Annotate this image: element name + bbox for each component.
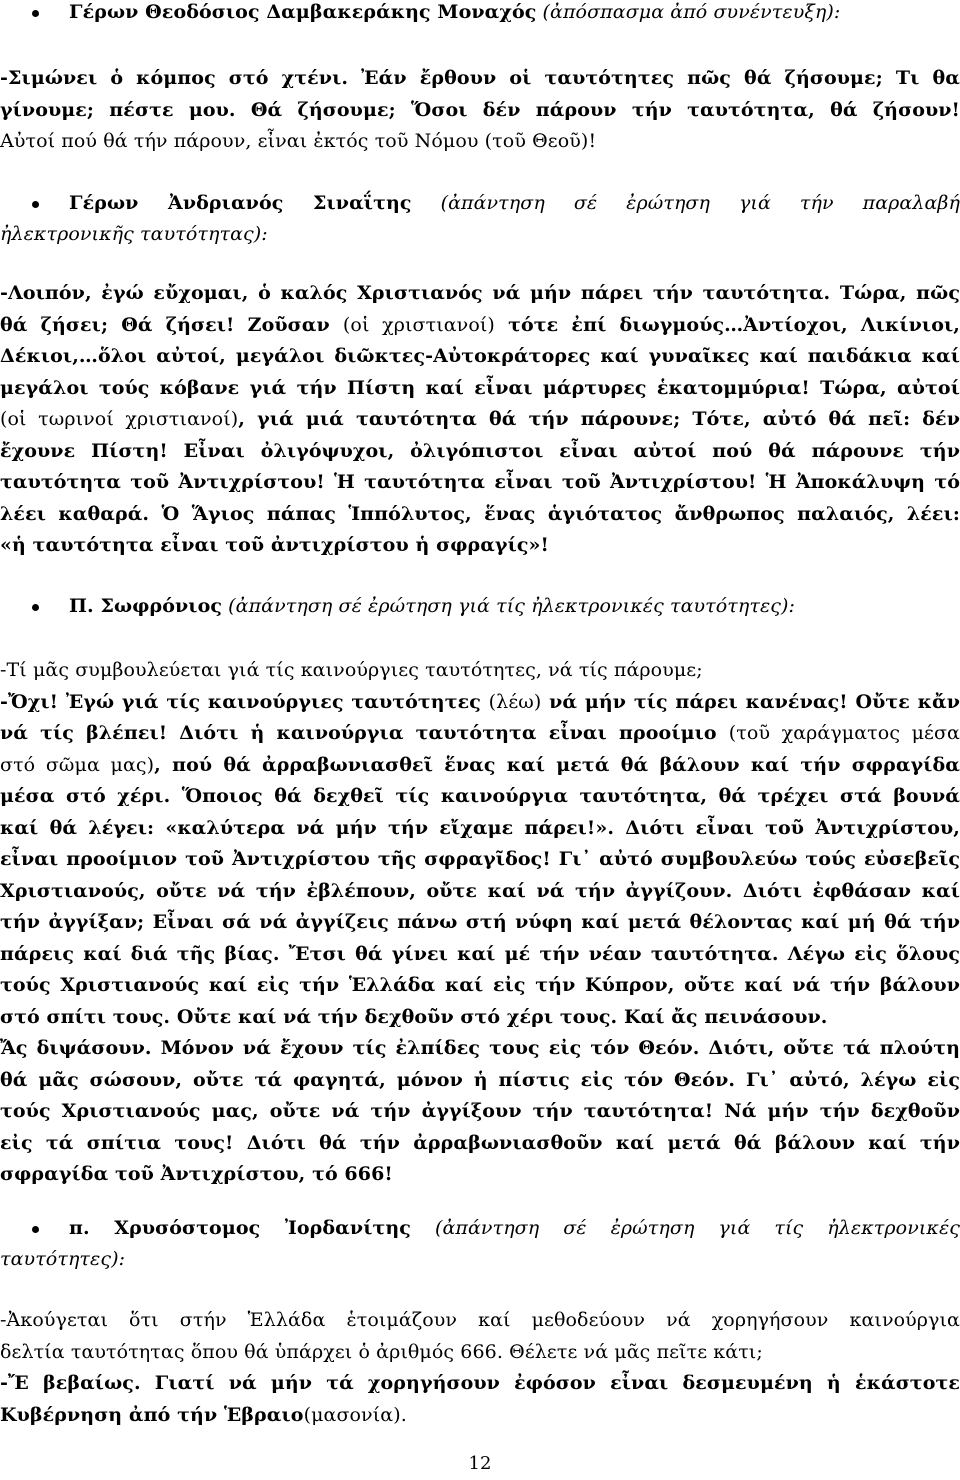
text-line: τούς Χριστιανούς μας, οὔτε νά τήν ἀγγίξουν τήν ταυτότητα! Νά μήν τήν δεχθοῦν (0, 1100, 960, 1122)
text-line: ταυτότητα τοῦ Ἀντιχρίστου! Ἡ ταυτότητα εἶναι τοῦ Ἀντιχρίστου! Ἡ Ἀποκάλυψη τό (0, 471, 960, 493)
speaker-heading-andrianos (0, 188, 960, 220)
text-line: μεγάλοι τούς κόβανε γιά τήν Πίστη καί εἶναι μάρτυρες ἑκατομμύρια! Τώρα, αὐτοί (0, 376, 960, 399)
speaker-name: π. Χρυσόστομος Ἰορδανίτης (69, 1217, 411, 1239)
text-line: γίνουμε; πέστε μου. Θά ζήσουμε; Ὅσοι δέν πάρουν τήν ταυτότητα, θά ζήσουν! (0, 98, 960, 121)
text-line: στό σῶμα μας), πού θά ἀρραβωνιασθεῖ ἕνας καί μετά θά βάλουν καί τήν σφραγίδα (0, 753, 960, 776)
paragraph-theodosios (0, 63, 960, 158)
speaker-context: (ἀπάντηση σέ ἐρώτηση γιά τίς ἠλεκτρονικές (434, 1217, 960, 1239)
question-line: -Τί μᾶς συμβουλεύεται γιά τίς καινούργιες ταυτότητες, νά τίς πάρουμε; (0, 659, 703, 681)
speaker-context: ταυτότητες): (0, 1248, 126, 1270)
text-line: «ἡ ταυτότητα εἶναι τοῦ ἀντιχρίστου ἡ σφραγίς»! (0, 534, 549, 556)
paragraph-sofronios (0, 655, 960, 1191)
text-line: Δέκιοι,…ὅλοι αὐτοί, μεγάλοι διῶκτες-Αὐτοκράτορες καί γυναῖκες καί παιδάκια καί (0, 345, 960, 367)
bullet-icon (32, 1226, 39, 1233)
text-line: τήν ἀγγίξαν; Εἶναι σά νά ἀγγίζεις πάνω στή νύφη καί μετά θέλοντας καί μή θά τήν (0, 911, 960, 933)
paragraph-andrianos (0, 278, 960, 562)
speaker-name: Γέρων Ἀνδριανός Σιναΐτης (69, 192, 412, 214)
paragraph-chrysostomos (0, 1305, 960, 1431)
text-line: πάρεις καί διά τῆς βίας. Ἔτσι θά γίνει καί μέ τήν νέαν ταυτότητα. Λέγω εἰς ὅλους (0, 942, 960, 965)
speaker-context: (ἀπόσπασμα ἀπό συνέντευξη): (542, 1, 841, 23)
text-line: εἶναι προοίμιον τοῦ Ἀντιχρίστου τῆς σφραγῖδος! Γι᾽ αὐτό συμβουλεύω τούς εὐσεβεῖς (0, 848, 960, 870)
text-line: θά ζήσει; Θά ζήσει! Ζοῦσαν (οἱ χριστιανοί) τότε ἐπί διωγμούς…Ἀντίοχοι, Λικίνιοι, (0, 313, 960, 336)
speaker-heading-theodosios (0, 0, 960, 29)
text-line: Αὐτοί πού θά τήν πάρουν, εἶναι ἐκτός τοῦ Νόμου (τοῦ Θεοῦ)! (0, 130, 597, 152)
text-line: μέσα στό χέρι. Ὅποιος θά δεχθεῖ τίς καινούργια ταυτότητα, θά τρέχει στά βουνά (0, 785, 960, 807)
text-line: σφραγίδα τοῦ Ἀντιχρίστου, τό 666! (0, 1163, 393, 1185)
speaker-context-cont (0, 219, 960, 251)
text-line: λέει καθαρά. Ὁ Ἅγιος πάπας Ἱππόλυτος, ἕνας ἁγιότατος ἄνθρωπος παλαιός, λέει: (0, 502, 960, 525)
text-line: Κυβέρνηση ἀπό τήν Ἑβραιο(μασονία). (0, 1403, 407, 1426)
page-number: 12 (468, 1453, 492, 1474)
speaker-context: (ἀπάντηση σέ ἐρώτηση γιά τίς ἠλεκτρονικές ταυτότητες): (228, 595, 796, 617)
speaker-name: Γέρων Θεοδόσιος Δαμβακεράκης Μοναχός (69, 1, 537, 23)
text-line: τούς Χριστιανούς καί εἰς τήν Ἑλλάδα καί εἰς τήν Κύπρον, οὔτε καί νά τήν βάλουν (0, 974, 960, 996)
speaker-context: (ἀπάντηση σέ ἐρώτηση γιά τήν παραλαβή (440, 192, 960, 214)
question-line: -Ἀκούγεται ὅτι στήν Ἑλλάδα ἑτοιμάζουν καί μεθοδεύουν νά χορηγήσουν καινούργια (0, 1309, 960, 1331)
text-line: -Ὄχι! Ἐγώ γιά τίς καινούργιες ταυτότητες (λέω) νά μήν τίς πάρει κανένας! Οὔτε κἄν (0, 690, 960, 713)
speaker-heading-chrysostomos (0, 1213, 960, 1245)
speaker-name: Π. Σωφρόνιος (69, 595, 223, 617)
text-line: Ἄς διψάσουν. Μόνον νά ἔχουν τίς ἐλπίδες τους εἰς τόν Θεόν. Διότι, οὔτε τά πλούτη (0, 1037, 960, 1059)
text-line: νά τίς βλέπει! Διότι ἡ καινούργια ταυτότητα εἶναι προοίμιο (τοῦ χαράγματος μέσα (0, 722, 960, 744)
text-line: -Λοιπόν, ἐγώ εὔχομαι, ὁ καλός Χριστιανός νά μήν πάρει τήν ταυτότητα. Τώρα, πῶς (0, 282, 960, 304)
bullet-icon (32, 604, 39, 611)
text-line: Χριστιανούς, οὔτε νά τήν ἐβλέπουν, οὔτε καί νά τήν ἀγγίζουν. Διότι ἐφθάσαν καί (0, 879, 960, 902)
text-line: (οἱ τωρινοί χριστιανοί), γιά μιά ταυτότητα θά τήν πάρουνε; Τότε, αὐτό θά πεῖ: δέν (0, 408, 960, 430)
bullet-icon (32, 10, 39, 17)
text-line: εἰς τά σπίτια τους! Διότι θά τήν ἀρραβωνιασθοῦν καί μετά θά βάλουν καί τήν (0, 1131, 960, 1154)
text-line: -Σιμώνει ὁ κόμπος στό χτένι. Ἐάν ἔρθουν οἱ ταυτότητες πῶς θά ζήσουμε; Τι θα (0, 67, 960, 89)
text-line: στό σπίτι τους. Οὔτε καί νά τήν δεχθοῦν στό χέρι τους. Καί ἄς πεινάσουν. (0, 1005, 828, 1028)
text-line: -Ἔ βεβαίως. Γιατί νά μήν τά χορηγήσουν ἐφόσον εἶναι δεσμευμένη ἡ ἑκάστοτε (0, 1372, 960, 1394)
speaker-context: ἠλεκτρονικῆς ταυτότητας): (0, 223, 268, 245)
speaker-heading-sofronios (0, 591, 960, 623)
text-line: ἔχουνε Πίστη! Εἶναι ὀλιγόψυχοι, ὀλιγόπιστοι εἶναι αὐτοί πού θά πάρουνε τήν (0, 439, 960, 462)
bullet-icon (32, 201, 39, 208)
text-line: καί θά λέγει: «καλύτερα νά μήν τήν εἴχαμε πάρει!». Διότι εἶναι τοῦ Ἀντιχρίστου, (0, 816, 960, 839)
speaker-context-cont (0, 1244, 960, 1276)
text-line: θά μᾶς σώσουν, οὔτε τά φαγητά, μόνον ἡ πίστις εἰς τόν Θεόν. Γι᾽ αὐτό, λέγω εἰς (0, 1068, 960, 1091)
question-line: δελτία ταυτότητας ὅπου θά ὑπάρχει ὁ ἀριθμός 666. Θέλετε νά μᾶς πεῖτε κάτι; (0, 1340, 763, 1363)
